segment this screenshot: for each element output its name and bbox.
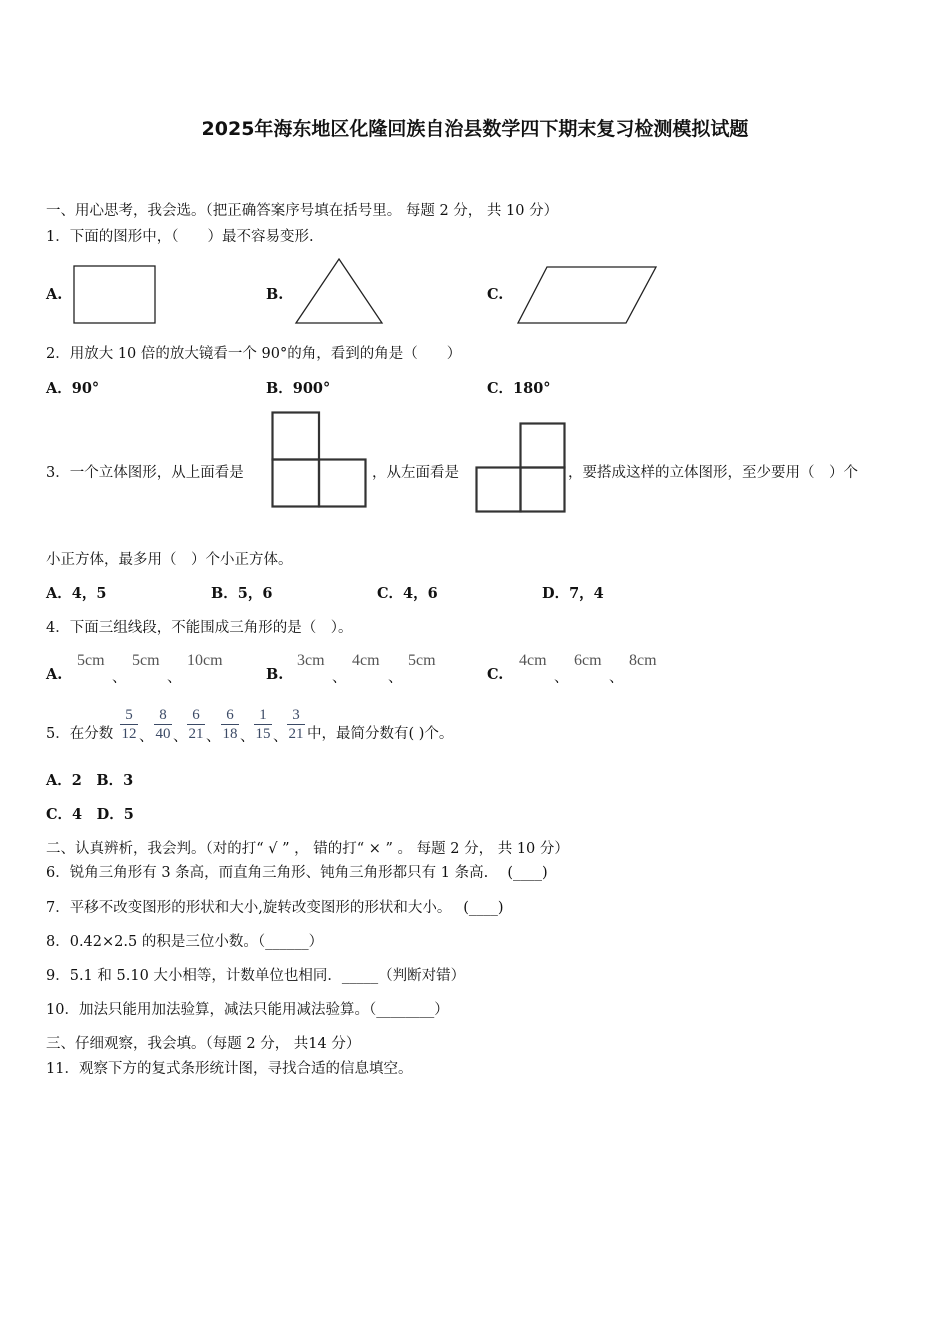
- q5-separator: 、: [240, 729, 255, 745]
- q3-option-a: A．4，5: [46, 585, 107, 602]
- q1-rectangle-figure: [73, 265, 157, 325]
- q6-statement: 6．锐角三角形有 3 条高，而直角三角形、钝角三角形都只有 1 条高. (____): [46, 865, 548, 881]
- q4-stem: 4．下面三组线段，不能围成三角形的是（ ）。: [46, 620, 353, 636]
- q5-separator: 、: [139, 729, 154, 745]
- q4-c-segment-2: 6cm: [574, 652, 602, 669]
- q4-option-a-label: A.: [46, 666, 63, 683]
- q3-option-b: B．5，6: [211, 585, 273, 602]
- section-2-heading: 二、认真辨析，我会判。（对的打“ √ ” ， 错的打“ × ” 。 每题 2 分， 共 10 分）: [46, 841, 569, 857]
- q3-stem-part3: ，要搭成这样的立体图形，至少要用（ ）个: [568, 465, 858, 481]
- q3-stem-part2: ，从左面看是: [372, 465, 459, 481]
- q5-fraction-denominator: 40: [155, 726, 171, 742]
- q8-statement: 8．0.42×2.5 的积是三位小数。（______）: [46, 934, 324, 950]
- q1-stem: 1．下面的图形中，（ ）最不容易变形.: [46, 229, 314, 245]
- q5-options-line2: C．4 D．5: [46, 806, 134, 823]
- q9-statement: 9．5.1 和 5.10 大小相等，计数单位也相同．_____（判断对错）: [46, 968, 466, 984]
- q5-fraction-numerator: 6: [226, 707, 234, 723]
- q4-separator: 、: [609, 670, 624, 686]
- q5-fraction-denominator: 12: [121, 726, 137, 742]
- q1-parallelogram-figure: [516, 266, 658, 325]
- q2-stem: 2．用放大 10 倍的放大镜看一个 90°的角，看到的角是（ ）: [46, 346, 462, 362]
- q5-fraction-numerator: 1: [259, 707, 267, 723]
- q4-b-segment-3: 5cm: [408, 652, 436, 669]
- q5-fraction: [220, 707, 240, 742]
- q3-option-d: D．7，4: [542, 585, 604, 602]
- q4-separator: 、: [388, 670, 403, 686]
- q4-b-segment-2: 4cm: [352, 652, 380, 669]
- q1-option-a-label: A.: [46, 286, 63, 303]
- q4-separator: 、: [112, 670, 127, 686]
- q4-separator: 、: [332, 670, 347, 686]
- q5-fraction-numerator: 5: [125, 707, 133, 723]
- q5-options-line1: A．2 B．3: [46, 772, 134, 789]
- q2-option-c: C．180°: [487, 380, 551, 397]
- q5-fraction-numerator: 3: [292, 707, 300, 723]
- section-1-heading: 一、用心思考，我会选。（把正确答案序号填在括号里。 每题 2 分， 共 10 分）: [46, 203, 559, 219]
- q5-fraction: [153, 707, 173, 742]
- page-title: 2025年海东地区化隆回族自治县数学四下期末复习检测模拟试题: [201, 118, 749, 140]
- q3-left-view-figure: [475, 422, 567, 514]
- q5-fraction-denominator: 18: [222, 726, 238, 742]
- q1-option-c-label: C.: [487, 286, 504, 303]
- q5-fraction: [186, 707, 206, 742]
- q5-fraction: [119, 707, 139, 742]
- q4-option-b-label: B.: [266, 666, 284, 683]
- q5-separator: 、: [273, 729, 288, 745]
- q5-separator: 、: [173, 729, 188, 745]
- q5-fraction: [286, 707, 306, 742]
- q5-fraction-numerator: 6: [192, 707, 200, 723]
- q4-a-segment-3: 10cm: [187, 652, 223, 669]
- q3-top-view-figure: [271, 411, 368, 509]
- q4-b-segment-1: 3cm: [297, 652, 325, 669]
- q4-separator: 、: [167, 670, 182, 686]
- q11-stem: 11．观察下方的复式条形统计图，寻找合适的信息填空。: [46, 1061, 413, 1077]
- q5-fraction-denominator: 21: [288, 726, 304, 742]
- q1-option-b-label: B.: [266, 286, 284, 303]
- q4-c-segment-3: 8cm: [629, 652, 657, 669]
- q1-triangle-figure: [294, 258, 384, 325]
- q3-option-c: C．4，6: [377, 585, 438, 602]
- section-3-heading: 三、仔细观察，我会填。（每题 2 分， 共14 分）: [46, 1036, 361, 1052]
- q5-fraction: [253, 707, 273, 742]
- q5-fraction-denominator: 15: [255, 726, 271, 742]
- q4-option-c-label: C.: [487, 666, 504, 683]
- q2-option-a: A．90°: [46, 380, 100, 397]
- q5-stem-suffix: 中，最简分数有( )个。: [307, 726, 454, 742]
- q4-c-segment-1: 4cm: [519, 652, 547, 669]
- q3-stem-part1: 3．一个立体图形，从上面看是: [46, 465, 244, 481]
- q10-statement: 10．加法只能用加法验算，减法只能用减法验算。（________）: [46, 1002, 449, 1018]
- q5-fraction-denominator: 21: [188, 726, 204, 742]
- q5-separator: 、: [206, 729, 221, 745]
- q4-a-segment-1: 5cm: [77, 652, 105, 669]
- q4-a-segment-2: 5cm: [132, 652, 160, 669]
- q5-stem-prefix: 5．在分数: [46, 726, 114, 742]
- q5-fraction-numerator: 8: [159, 707, 167, 723]
- q7-statement: 7．平移不改变图形的形状和大小,旋转改变图形的形状和大小。 (____): [46, 900, 504, 916]
- q2-option-b: B．900°: [266, 380, 331, 397]
- q4-separator: 、: [554, 670, 569, 686]
- q3-stem-line2: 小正方体，最多用（ ）个小正方体。: [46, 552, 293, 568]
